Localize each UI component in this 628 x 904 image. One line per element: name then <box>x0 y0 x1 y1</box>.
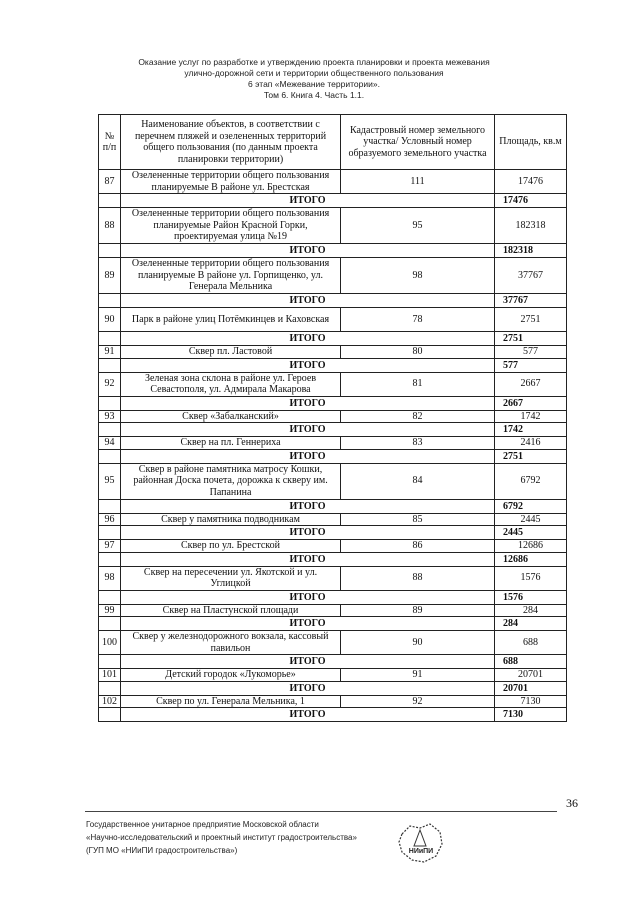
total-area-value: 17476 <box>495 194 567 208</box>
row-cadastral-cell: 78 <box>341 308 495 332</box>
total-area-value: 2667 <box>495 396 567 410</box>
column-header-area: Площадь, кв.м <box>495 115 567 170</box>
row-area-cell: 6792 <box>495 463 567 499</box>
row-name-cell: Озелененные территории общего пользования планируемые Район Красной Горки, проектируемая улица №19 <box>121 208 341 244</box>
total-area-value: 7130 <box>495 708 567 722</box>
total-label: ИТОГО <box>121 194 495 208</box>
document-header <box>0 57 628 101</box>
row-number-cell: 92 <box>99 372 121 396</box>
total-area-value: 1576 <box>495 590 567 604</box>
row-cadastral-cell: 91 <box>341 669 495 682</box>
row-cadastral-cell: 83 <box>341 437 495 450</box>
row-cadastral-cell: 80 <box>341 346 495 359</box>
table-row <box>99 631 567 655</box>
table-row <box>99 170 567 194</box>
row-area-cell: 37767 <box>495 258 567 294</box>
total-area-value: 2445 <box>495 526 567 540</box>
row-number-cell: 89 <box>99 258 121 294</box>
total-label: ИТОГО <box>121 449 495 463</box>
total-label: ИТОГО <box>121 499 495 513</box>
row-name-cell: Сквер на Пластунской площади <box>121 604 341 617</box>
footer-line-2: «Научно-исследовательский и проектный институт градостроительства» <box>86 833 357 842</box>
total-label: ИТОГО <box>121 526 495 540</box>
total-area-value: 6792 <box>495 499 567 513</box>
total-area-value: 577 <box>495 358 567 372</box>
total-row <box>99 552 567 566</box>
row-cadastral-cell: 111 <box>341 170 495 194</box>
row-name-cell: Сквер «Забалканский» <box>121 410 341 423</box>
total-blank-cell <box>99 332 121 346</box>
row-number-cell: 87 <box>99 170 121 194</box>
total-area-value: 284 <box>495 617 567 631</box>
total-label: ИТОГО <box>121 655 495 669</box>
row-name-cell: Сквер у железнодорожного вокзала, кассовый павильон <box>121 631 341 655</box>
row-number-cell: 96 <box>99 513 121 526</box>
row-name-cell: Детский городок «Лукоморье» <box>121 669 341 682</box>
total-label: ИТОГО <box>121 294 495 308</box>
row-area-cell: 2667 <box>495 372 567 396</box>
row-cadastral-cell: 81 <box>341 372 495 396</box>
total-blank-cell <box>99 423 121 437</box>
total-area-value: 2751 <box>495 332 567 346</box>
table-row <box>99 346 567 359</box>
footer-line-1: Государственное унитарное предприятие Московской области <box>86 820 319 829</box>
row-area-cell: 577 <box>495 346 567 359</box>
total-area-value: 688 <box>495 655 567 669</box>
row-cadastral-cell: 95 <box>341 208 495 244</box>
row-number-cell: 90 <box>99 308 121 332</box>
row-number-cell: 98 <box>99 566 121 590</box>
total-blank-cell <box>99 681 121 695</box>
total-label: ИТОГО <box>121 708 495 722</box>
header-line-4: Том 6. Книга 4. Часть 1.1. <box>263 90 365 100</box>
total-label: ИТОГО <box>121 332 495 346</box>
institute-logo <box>396 822 446 864</box>
total-row <box>99 449 567 463</box>
total-area-value: 12686 <box>495 552 567 566</box>
row-number-cell: 99 <box>99 604 121 617</box>
svg-text:НИиПИ: НИиПИ <box>408 848 434 855</box>
total-blank-cell <box>99 294 121 308</box>
total-row <box>99 294 567 308</box>
table-row <box>99 669 567 682</box>
row-name-cell: Сквер по ул. Генерала Мельника, 1 <box>121 695 341 708</box>
row-area-cell: 688 <box>495 631 567 655</box>
total-label: ИТОГО <box>121 590 495 604</box>
row-number-cell: 101 <box>99 669 121 682</box>
row-name-cell: Сквер в районе памятника матросу Кошки, районная Доска почета, дорожка к скверу им. Папанина <box>121 463 341 499</box>
row-cadastral-cell: 88 <box>341 566 495 590</box>
total-label: ИТОГО <box>121 396 495 410</box>
page-number: 36 <box>566 796 578 810</box>
row-cadastral-cell: 86 <box>341 540 495 553</box>
total-label: ИТОГО <box>121 617 495 631</box>
column-header-name: Наименование объектов, в соответствии с перечнем пляжей и озелененных территорий общего пользования (по данным проекта планировки территории) <box>121 115 341 170</box>
total-label: ИТОГО <box>121 244 495 258</box>
table-row <box>99 308 567 332</box>
total-blank-cell <box>99 552 121 566</box>
row-area-cell: 17476 <box>495 170 567 194</box>
row-area-cell: 1742 <box>495 410 567 423</box>
row-number-cell: 88 <box>99 208 121 244</box>
row-cadastral-cell: 84 <box>341 463 495 499</box>
row-name-cell: Парк в районе улиц Потёмкинцев и Каховская <box>121 308 341 332</box>
row-cadastral-cell: 89 <box>341 604 495 617</box>
total-blank-cell <box>99 194 121 208</box>
footer-divider <box>85 811 557 812</box>
row-name-cell: Озелененные территории общего пользования планируемые В районе ул. Брестская <box>121 170 341 194</box>
total-blank-cell <box>99 655 121 669</box>
total-row <box>99 708 567 722</box>
row-area-cell: 2445 <box>495 513 567 526</box>
table-body <box>99 170 567 722</box>
table-row <box>99 437 567 450</box>
row-number-cell: 94 <box>99 437 121 450</box>
row-name-cell: Сквер у памятника подводникам <box>121 513 341 526</box>
row-name-cell: Сквер на пл. Геннериха <box>121 437 341 450</box>
footer-line-3: (ГУП МО «НИиПИ градостроительства») <box>86 846 238 855</box>
total-row <box>99 194 567 208</box>
row-cadastral-cell: 90 <box>341 631 495 655</box>
total-row <box>99 332 567 346</box>
total-row <box>99 590 567 604</box>
row-cadastral-cell: 85 <box>341 513 495 526</box>
table-row <box>99 463 567 499</box>
row-number-cell: 100 <box>99 631 121 655</box>
row-name-cell: Сквер на пересечении ул. Якотской и ул. Углицкой <box>121 566 341 590</box>
row-area-cell: 182318 <box>495 208 567 244</box>
table-row <box>99 695 567 708</box>
total-blank-cell <box>99 499 121 513</box>
total-row <box>99 617 567 631</box>
total-blank-cell <box>99 590 121 604</box>
row-name-cell: Озелененные территории общего пользования планируемые В районе ул. Горпищенко, ул. Генерала Мельника <box>121 258 341 294</box>
row-number-cell: 97 <box>99 540 121 553</box>
total-label: ИТОГО <box>121 552 495 566</box>
table-row <box>99 372 567 396</box>
total-row <box>99 358 567 372</box>
table-header-row <box>99 115 567 170</box>
row-area-cell: 20701 <box>495 669 567 682</box>
table-row <box>99 604 567 617</box>
total-area-value: 182318 <box>495 244 567 258</box>
objects-table <box>98 114 567 722</box>
header-line-3: 6 этап «Межевание территории». <box>248 79 380 89</box>
total-area-value: 2751 <box>495 449 567 463</box>
row-cadastral-cell: 92 <box>341 695 495 708</box>
total-row <box>99 526 567 540</box>
table-row <box>99 208 567 244</box>
column-header-cadastral: Кадастровый номер земельного участка/ Условный номер образуемого земельного участка <box>341 115 495 170</box>
row-number-cell: 93 <box>99 410 121 423</box>
total-area-value: 20701 <box>495 681 567 695</box>
document-footer <box>86 818 357 857</box>
total-blank-cell <box>99 617 121 631</box>
total-blank-cell <box>99 449 121 463</box>
table-row <box>99 258 567 294</box>
table-row <box>99 513 567 526</box>
table-row <box>99 566 567 590</box>
total-blank-cell <box>99 396 121 410</box>
row-cadastral-cell: 82 <box>341 410 495 423</box>
row-area-cell: 7130 <box>495 695 567 708</box>
row-name-cell: Сквер пл. Ластовой <box>121 346 341 359</box>
total-row <box>99 681 567 695</box>
table-row <box>99 410 567 423</box>
total-area-value: 37767 <box>495 294 567 308</box>
total-row <box>99 655 567 669</box>
total-row <box>99 396 567 410</box>
total-label: ИТОГО <box>121 358 495 372</box>
header-line-1: Оказание услуг по разработке и утверждению проекта планировки и проекта межевания <box>138 57 490 67</box>
row-area-cell: 1576 <box>495 566 567 590</box>
header-line-2: улично-дорожной сети и территории общественного пользования <box>184 68 444 78</box>
total-label: ИТОГО <box>121 681 495 695</box>
row-area-cell: 12686 <box>495 540 567 553</box>
column-header-number: № п/п <box>99 115 121 170</box>
row-name-cell: Сквер по ул. Брестской <box>121 540 341 553</box>
row-cadastral-cell: 98 <box>341 258 495 294</box>
total-label: ИТОГО <box>121 423 495 437</box>
row-area-cell: 2416 <box>495 437 567 450</box>
total-blank-cell <box>99 526 121 540</box>
total-row <box>99 423 567 437</box>
row-name-cell: Зеленая зона склона в районе ул. Героев Севастополя, ул. Адмирала Макарова <box>121 372 341 396</box>
row-number-cell: 95 <box>99 463 121 499</box>
table-row <box>99 540 567 553</box>
row-number-cell: 102 <box>99 695 121 708</box>
row-area-cell: 2751 <box>495 308 567 332</box>
total-blank-cell <box>99 244 121 258</box>
total-blank-cell <box>99 358 121 372</box>
total-blank-cell <box>99 708 121 722</box>
total-row <box>99 499 567 513</box>
row-area-cell: 284 <box>495 604 567 617</box>
row-number-cell: 91 <box>99 346 121 359</box>
total-area-value: 1742 <box>495 423 567 437</box>
total-row <box>99 244 567 258</box>
